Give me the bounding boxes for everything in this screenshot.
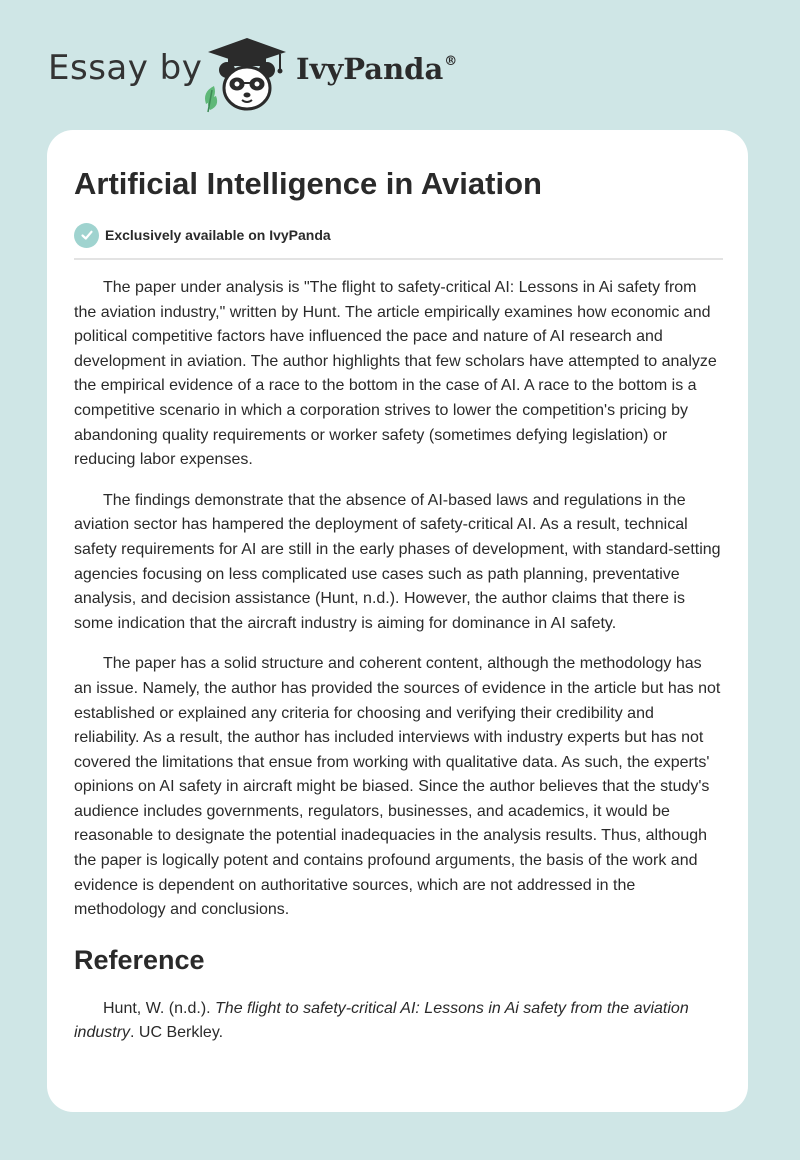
brand-name-text: IvyPanda <box>296 52 444 86</box>
reference-publisher: . UC Berkley. <box>130 1024 224 1042</box>
exclusive-badge <box>74 222 721 248</box>
paragraph: The findings demonstrate that the absence of AI-based laws and regulations in the aviation sector has hampered the deployment of safety-critical AI. As a result, technical safety requirements for AI are still in the early phases of development, with standard-setting agencies focusing on less complicated use cases such as path planning, preventative analysis, and decision assistance (Hunt, n.d.). However, the author claims that there is some indication that the aircraft industry is aiming for dominance in AI safety. <box>74 491 721 632</box>
reference-heading: Reference <box>74 944 205 975</box>
paragraph: The paper under analysis is "The flight to safety-critical AI: Lessons in Ai safety from the aviation industry," written by Hunt. The article empirically examines how economic and political competitive factors have influenced the pace and nature of AI research and development in aviation. The author highlights that few scholars have attempted to analyze the empirical evidence of a race to the bottom in the case of AI. A race to the bottom is a competitive scenario in which a corporation strives to lower the competition's pricing by abandoning quality requirements or worker safety (sometimes defying legislation) or reducing labor expenses. <box>74 279 717 469</box>
paragraph: The paper has a solid structure and coherent content, although the methodology has an issue. Namely, the author has provided the sources of evidence in the article but has not established or explained any criteria for choosing and verifying their credibility and reliability. As a result, the author has included interviews with industry experts but has not covered the limitations that ensue from working with qualitative data. As such, the experts' opinions on AI safety in aircraft might be biased. Since the author believes that the study's audience includes governments, regulators, businesses, and academics, it would be reasonable to designate the potential inadequacies in the analysis results. Thus, although the paper is logically potent and contains profound arguments, the basis of the work and evidence is dependent on authoritative sources, which are not addressed in the methodology and conclusions. <box>74 655 721 919</box>
brand-name[interactable] <box>296 52 457 86</box>
title-divider <box>74 258 723 260</box>
essay-body <box>74 276 721 923</box>
brand-prefix: Essay by <box>48 48 203 88</box>
reference-author: Hunt, W. (n.d.). <box>103 999 216 1017</box>
badge-label: Exclusively available on IvyPanda <box>105 227 331 243</box>
checkmark-icon <box>74 223 99 248</box>
site-header <box>0 0 800 130</box>
page-title: Artificial Intelligence in Aviation <box>74 166 542 201</box>
panda-logo-icon[interactable] <box>200 34 294 114</box>
essay-card <box>47 130 748 1112</box>
registered-mark: ® <box>444 54 458 69</box>
reference-title: The flight to safety-critical AI: Lessons in Ai safety from the aviation industry <box>74 999 689 1042</box>
reference-entry <box>74 997 721 1046</box>
